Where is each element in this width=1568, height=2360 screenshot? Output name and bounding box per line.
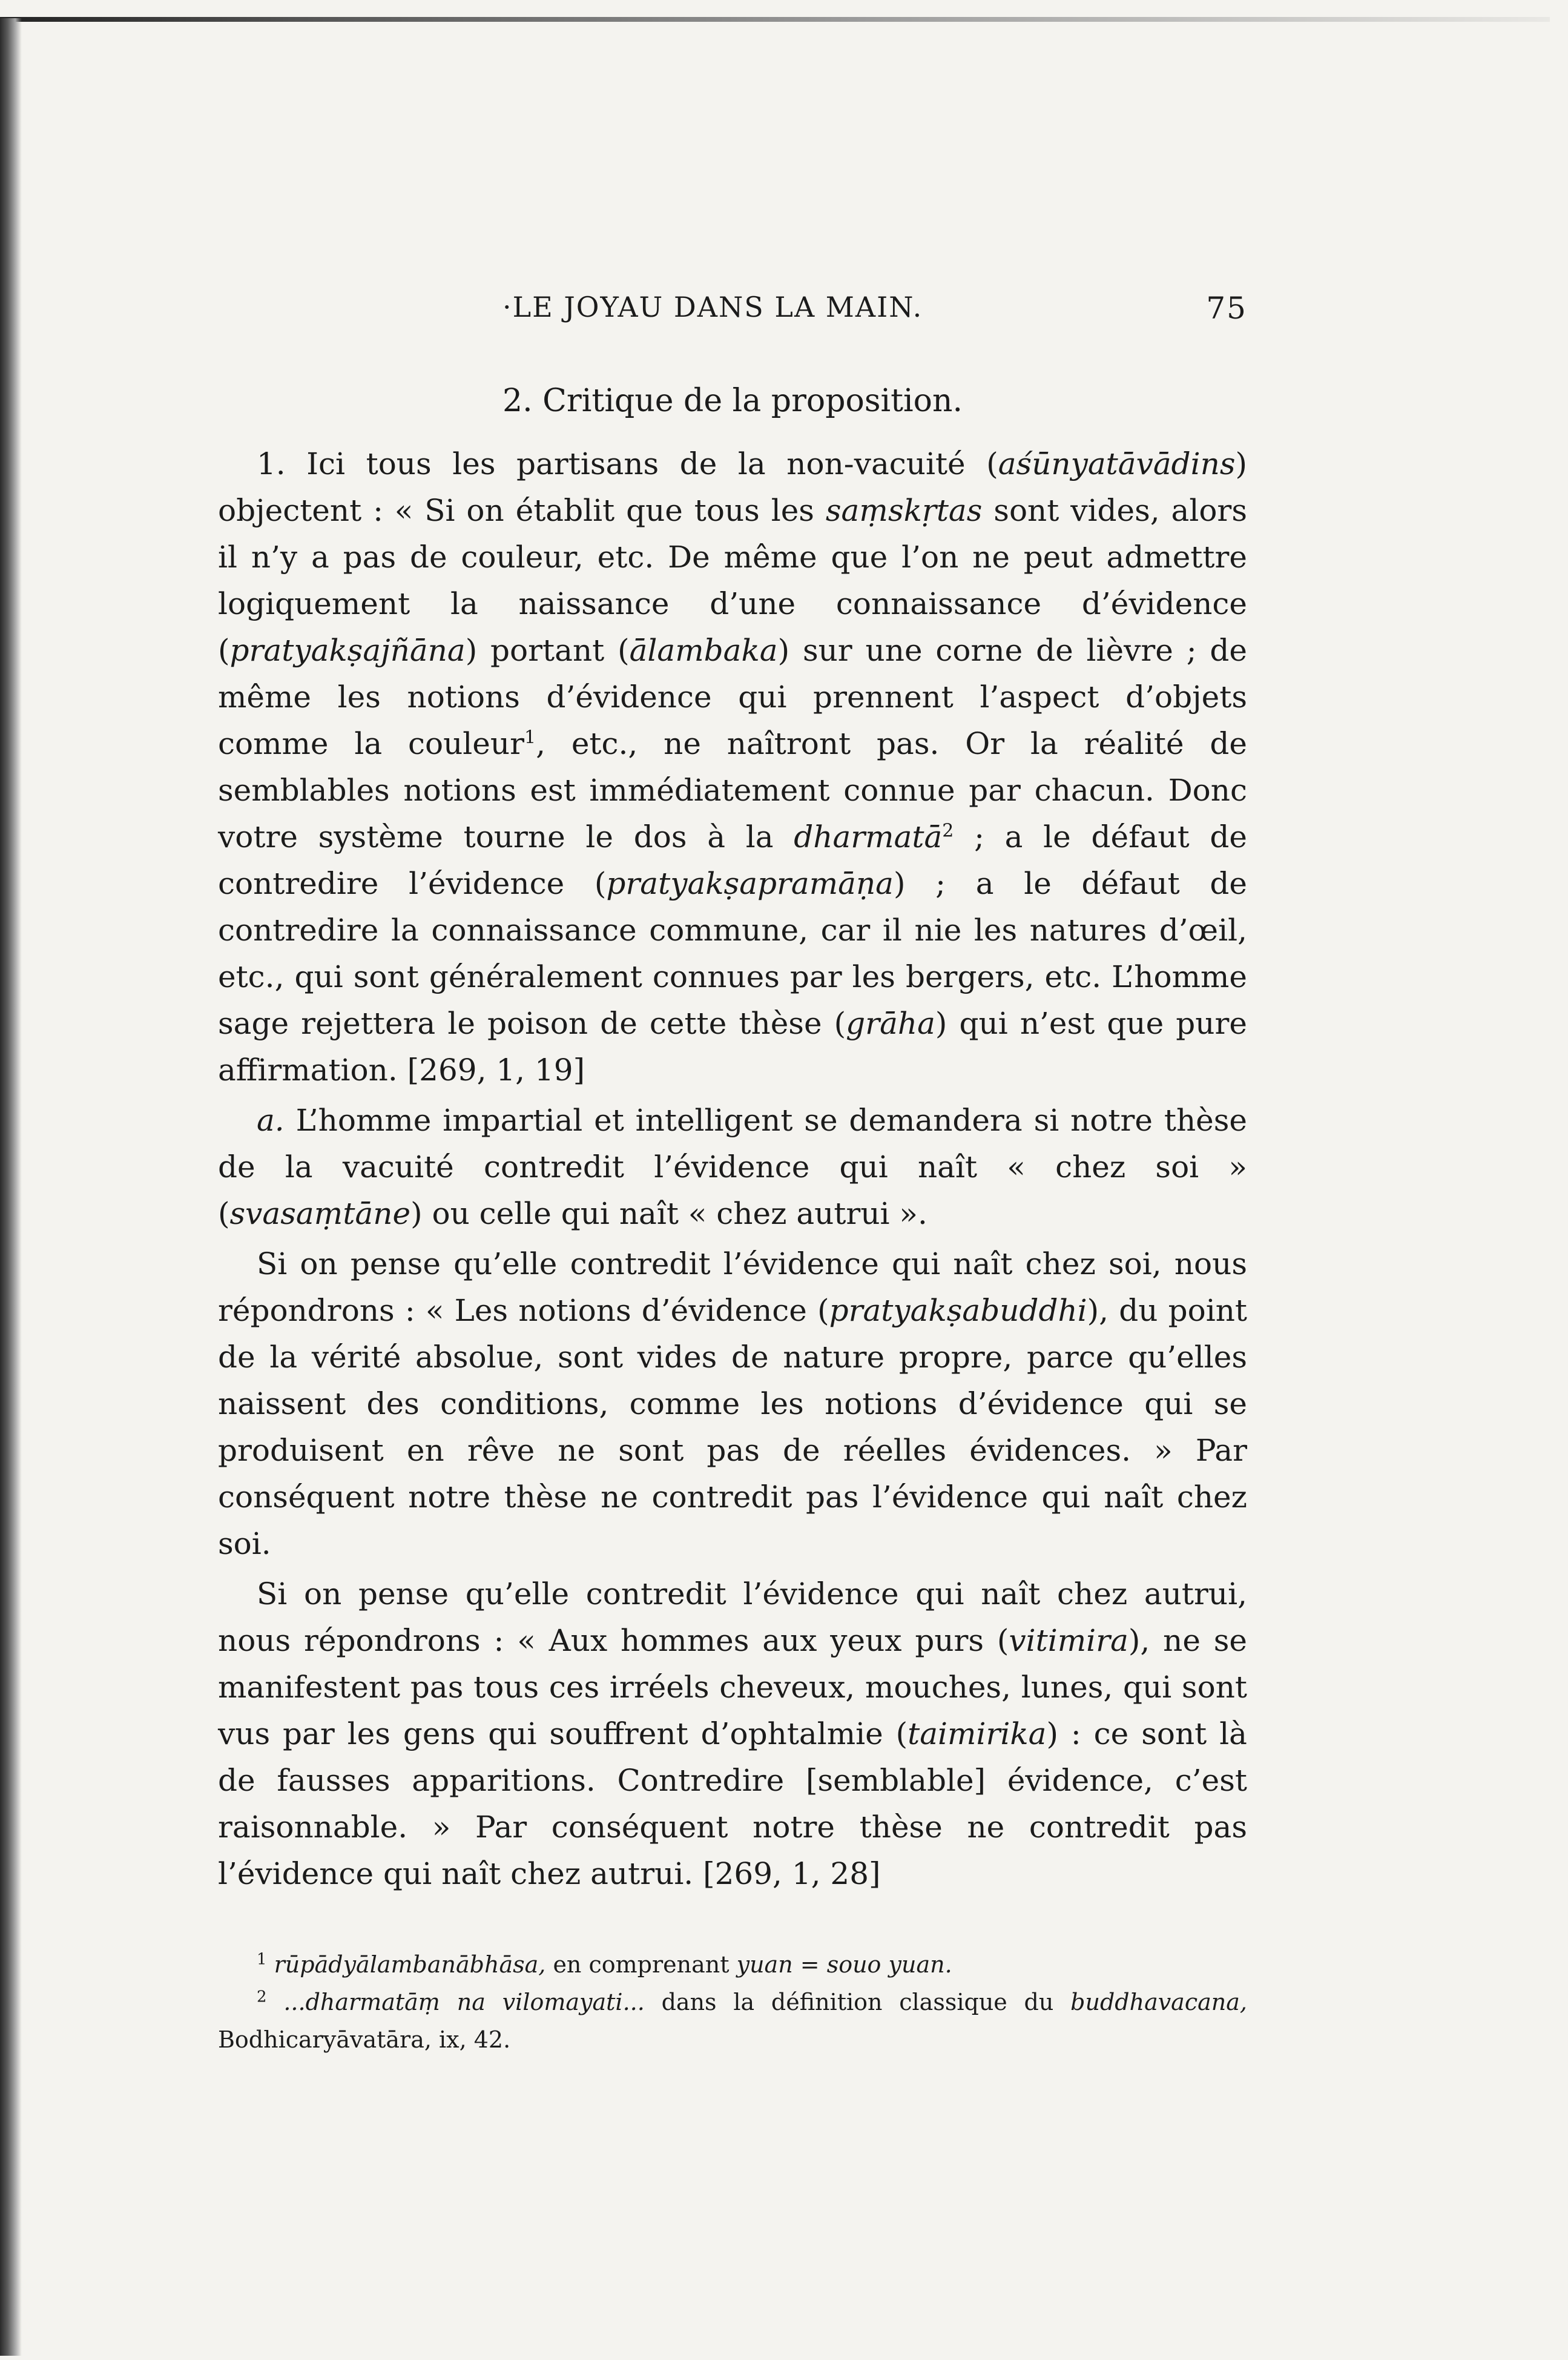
text-run: Si on pense qu’elle contredit l’évidence qui naît chez soi, nous répondrons : « Les notions d’évidence (	[218, 1246, 1247, 1328]
footnote-ref-1: 1	[524, 727, 536, 749]
footnote-1	[218, 1946, 1247, 1983]
text-run: en comprenant	[545, 1951, 737, 1978]
sanskrit-term: dharmatā	[794, 819, 943, 854]
text-run: ) portant (	[465, 633, 630, 668]
sanskrit-term: svasaṃtāne	[229, 1196, 411, 1231]
footnote-term: souo yuan.	[826, 1951, 952, 1978]
sanskrit-term: pratyakṣajñāna	[229, 633, 466, 668]
scan-edge-left	[0, 18, 22, 2356]
sanskrit-term: taimirika	[908, 1716, 1047, 1751]
text-run: Si on pense qu’elle contredit l’évidence qui naît chez autrui, nous répondrons : « Aux hommes aux yeux purs (	[218, 1576, 1247, 1658]
text-run: ) : ce sont là de fausses apparitions. Contredire [semblable] évidence, c’est raisonnable. » Par conséquent notre thèse ne contredit pas l’évidence qui naît chez autrui. [269, 1, 28]	[218, 1716, 1247, 1891]
text-run: ) ; a le défaut de contredire la connaissance commune, car il nie les natures d’œil, etc., qui sont généralement connues par les bergers, etc. L’homme sage rejettera le poison de cette thèse (	[218, 866, 1248, 1041]
text-run: ), ne se manifestent pas tous ces irréels cheveux, mouches, lunes, qui sont vus par les gens qui souffrent d’ophtalmie (	[218, 1623, 1247, 1751]
footnote-mark: 2	[257, 1988, 267, 2006]
text-run: dans la définition classique du	[644, 1989, 1071, 2015]
page-number: 75	[1206, 291, 1247, 326]
text-run: ) qui n’est que pure affirmation. [269, 1, 19]	[218, 1006, 1247, 1088]
paragraph-1	[218, 441, 1247, 1094]
text-run: Bodhicaryāvatāra, ix, 42.	[218, 2026, 511, 2053]
paragraph-2	[218, 1097, 1247, 1237]
paragraph-4	[218, 1571, 1247, 1897]
text-run: =	[792, 1951, 827, 1978]
book-page	[218, 279, 1247, 2058]
sanskrit-term: saṃskṛtas	[825, 493, 983, 528]
text-run: ) objectent : « Si on établit que tous les	[218, 446, 1247, 528]
footnotes	[218, 1946, 1247, 2058]
footnote-term: buddhavacana,	[1070, 1989, 1247, 2015]
scan-edge-top	[0, 17, 1550, 22]
sanskrit-term: pratyakṣabuddhi	[829, 1293, 1087, 1328]
running-title: ·LE JOYAU DANS LA MAIN.	[502, 291, 923, 323]
footnote-term: ...dharmatāṃ na vilomayati...	[283, 1989, 645, 2015]
footnote-2	[218, 1983, 1247, 2058]
text-run: ), du point de la vérité absolue, sont vides de nature propre, parce qu’elles naissent des conditions, comme les notions d’évidence qui se produisent en rêve ne sont pas de réelles évidences. » Par conséquent notre thèse ne contredit pas l’évidence qui naît chez soi.	[218, 1293, 1248, 1561]
text-run: , etc., ne naîtront pas. Or la réalité de semblables notions est immédiatement connue par chacun. Donc votre système tourne le dos à la	[218, 726, 1247, 854]
sanskrit-term: grāha	[846, 1006, 935, 1041]
sanskrit-term: ālambaka	[629, 633, 778, 668]
paragraph-letter: a.	[257, 1103, 285, 1138]
footnote-term: yuan	[736, 1951, 793, 1978]
text-run: 1. Ici tous les partisans de la non-vacuité (	[257, 446, 998, 481]
running-head	[218, 279, 1247, 345]
sanskrit-term: vitimira	[1009, 1623, 1128, 1658]
text-run: ; a le défaut de contredire l’évidence (	[218, 819, 1247, 901]
text-run: ) ou celle qui naît « chez autrui ».	[410, 1196, 927, 1231]
sanskrit-term: aśūnyatāvādins	[998, 446, 1236, 481]
body-text	[218, 441, 1247, 1897]
sanskrit-term: pratyakṣapramāṇa	[606, 866, 894, 901]
text-run: ) sur une corne de lièvre ; de même les notions d’évidence qui prennent l’aspect d’objets comme la couleur	[218, 633, 1247, 761]
paragraph-3	[218, 1241, 1247, 1567]
footnote-ref-2: 2	[942, 820, 954, 842]
footnote-term: rūpādyālambanābhāsa,	[274, 1951, 546, 1978]
section-title: 2. Critique de la proposition.	[502, 383, 963, 419]
text-run: L’homme impartial et intelligent se demandera si notre thèse de la vacuité contredit l’évidence qui naît « chez soi » (	[218, 1103, 1247, 1231]
footnote-mark: 1	[257, 1950, 267, 1969]
text-run: sont vides, alors il n’y a pas de couleur, etc. De même que l’on ne peut admettre logiquement la naissance d’une connaissance d’évidence (	[218, 493, 1247, 668]
